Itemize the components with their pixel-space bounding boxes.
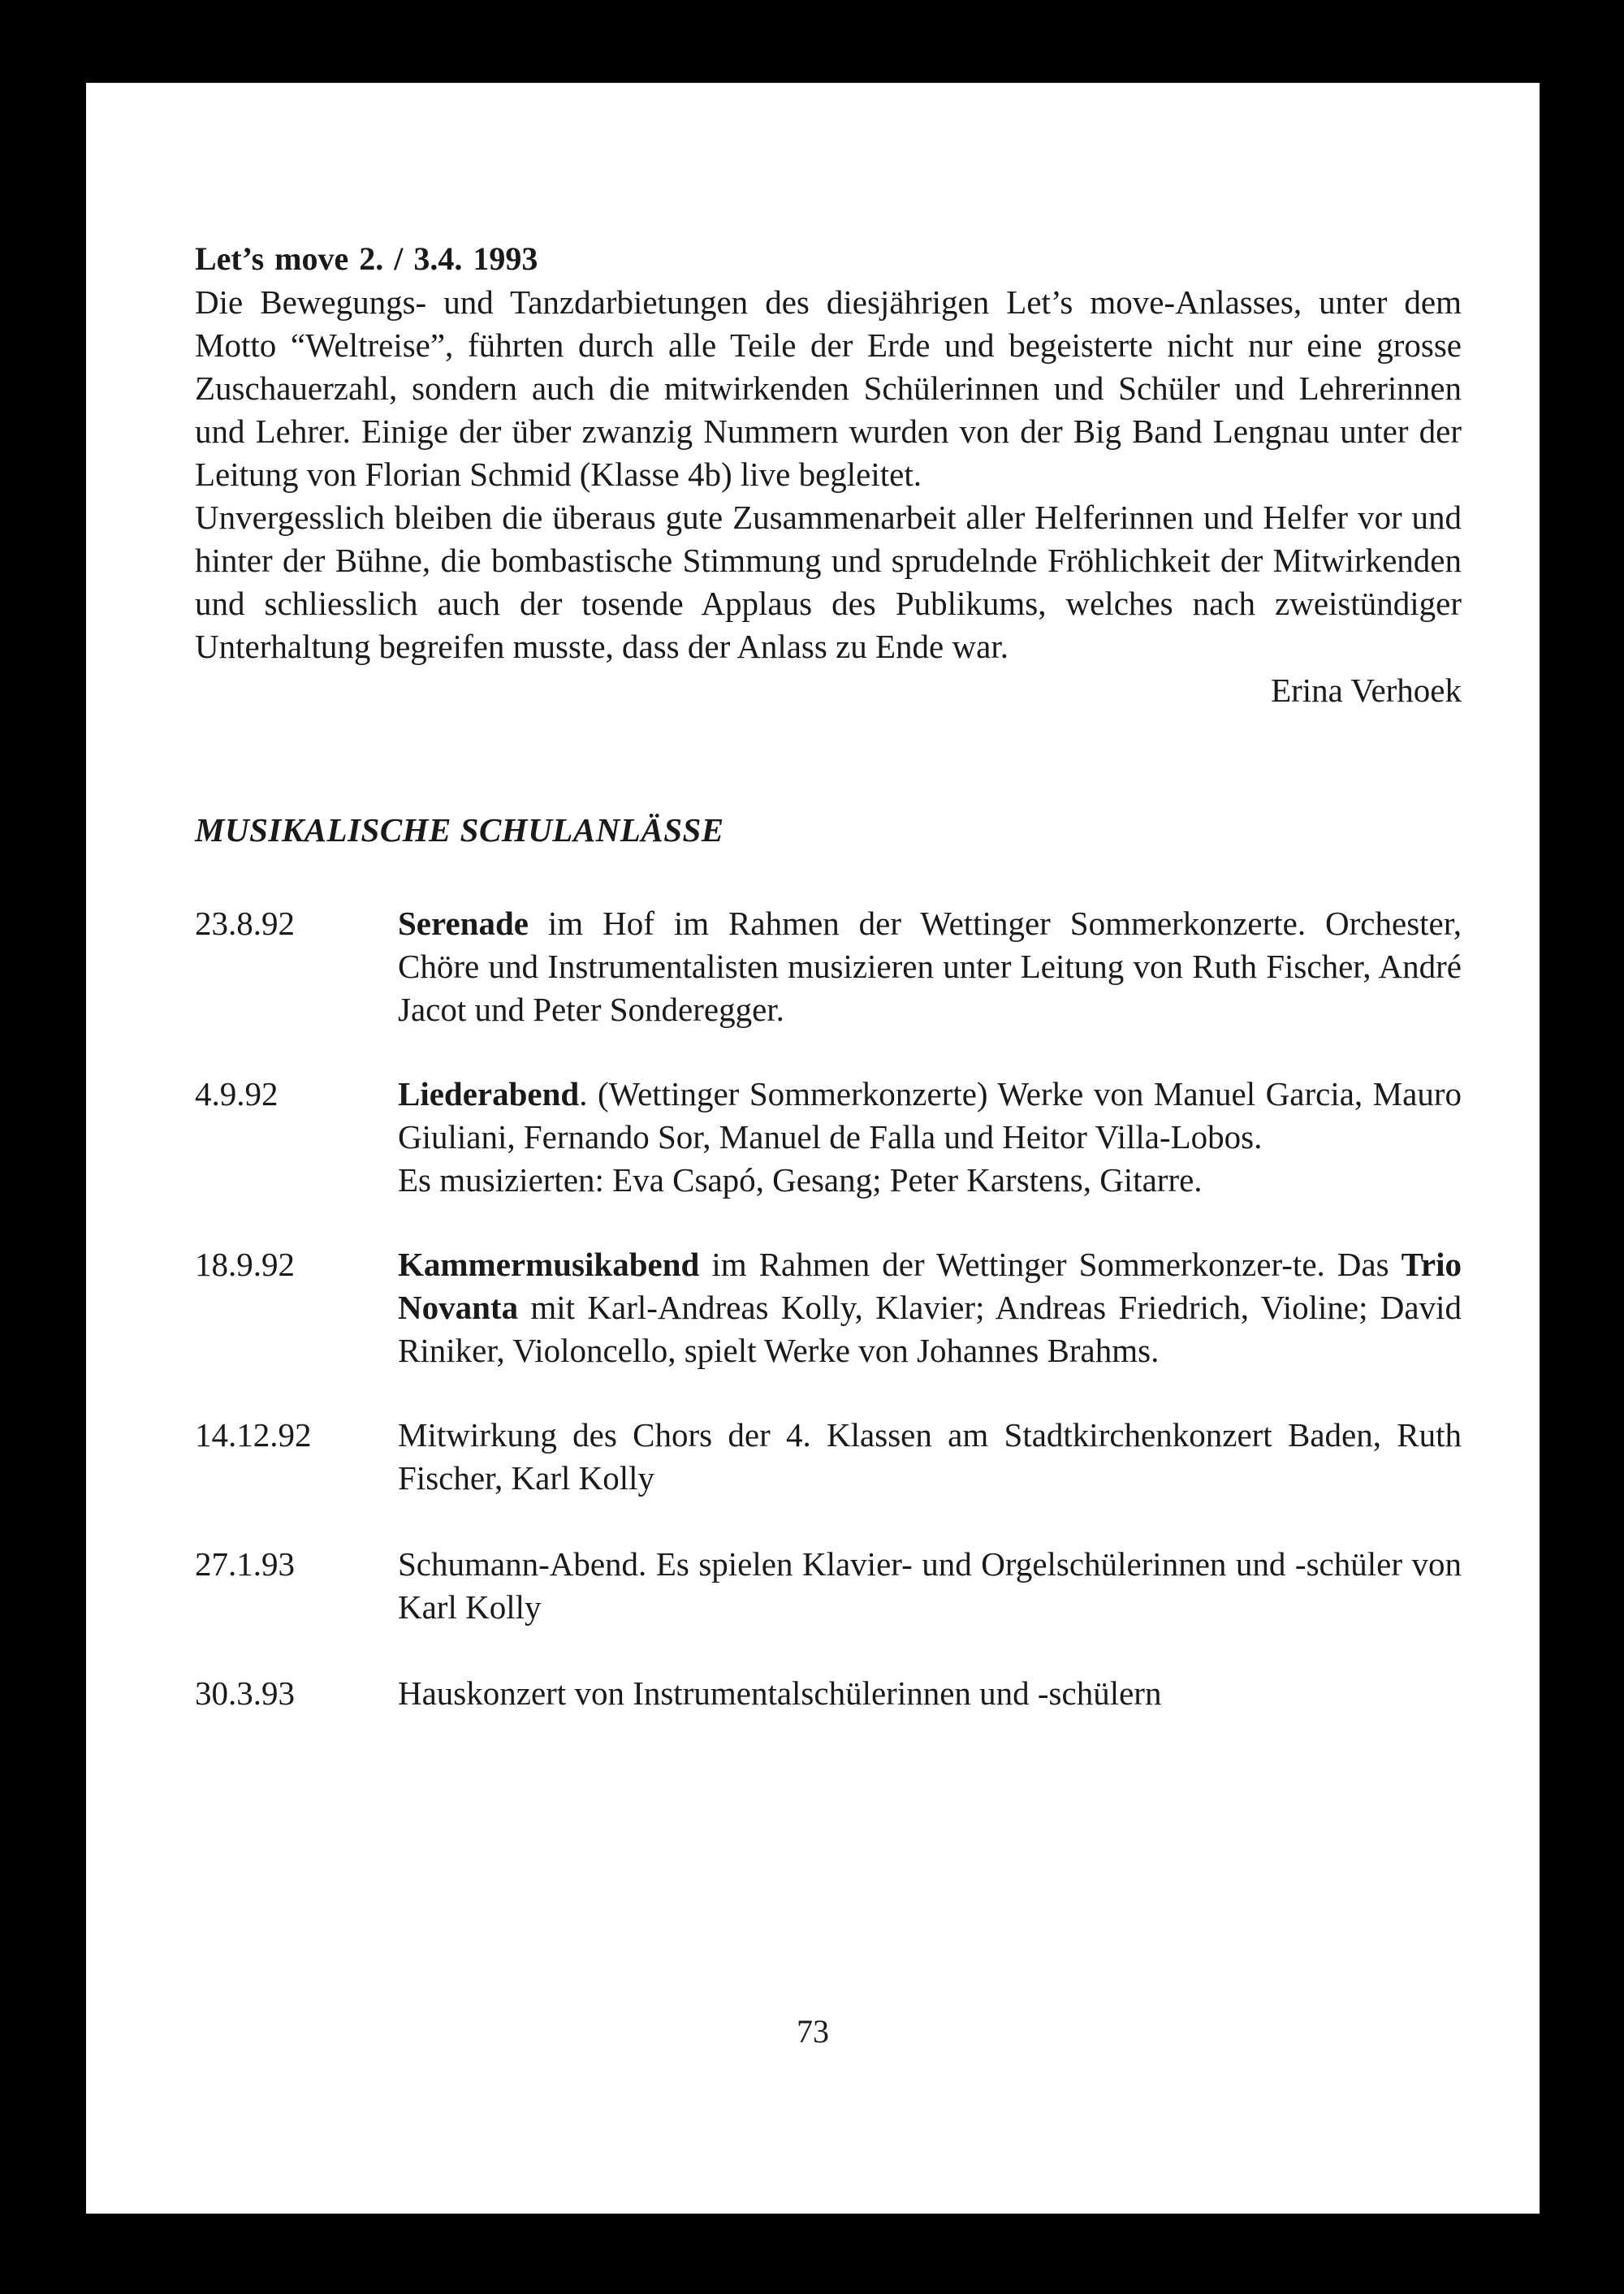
article-body <box>195 281 1462 668</box>
event-date: 23.8.92 <box>195 905 295 942</box>
event-item <box>195 1672 1462 1715</box>
article-paragraph: Die Bewegungs- und Tanzdarbietungen des diesjährigen Let’s move-Anlasses, unter dem Motto “Weltreise”, führten durch alle Teile der Erde und begeisterte nicht nur eine grosse Zuschauerzahl, sondern auch die mitwirkenden Schülerinnen und Schüler und Lehrerinnen und Lehrer. Einige der über zwanzig Nummern wurden von der Big Band Lengnau unter der Leitung von Florian Schmid (Klasse 4b) live begleitet. <box>195 283 1462 493</box>
event-text: Hauskonzert von Instrumentalschülerinnen und -schülern <box>398 1674 1162 1712</box>
event-description <box>398 1073 1462 1202</box>
event-item <box>195 1243 1462 1372</box>
event-description <box>398 902 1462 1031</box>
event-item <box>195 1414 1462 1500</box>
event-performers: Es musizierten: Eva Csapó, Gesang; Peter Karstens, Gitarre. <box>398 1161 1203 1199</box>
event-text: Mitwirkung des Chors der 4. Klassen am Stadtkirchenkonzert Baden, Ruth Fischer, Karl Kolly <box>398 1416 1462 1497</box>
event-list <box>195 902 1462 1715</box>
event-text: mit Karl-Andreas Kolly, Klavier; Andreas Friedrich, Violine; David Riniker, Violoncello, spielt Werke von Johannes Brahms. <box>398 1289 1462 1369</box>
ensemble-name: Trio Novanta <box>398 1246 1462 1326</box>
event-text: Schumann-Abend. Es spielen Klavier- und Orgelschülerinnen und -schüler von Karl Kolly <box>398 1545 1462 1626</box>
article <box>195 237 1462 712</box>
event-date: 27.1.93 <box>195 1545 295 1583</box>
article-paragraph: Unvergesslich bleiben die überaus gute Zusammenarbeit aller Helferinnen und Helfer vor und hinter der Bühne, die bombastische Stimmung und sprudelnde Fröhlichkeit der Mitwirkenden und schliesslich auch der tosende Applaus des Publikums, welches nach zweistündiger Unterhaltung begreifen musste, dass der Anlass zu Ende war. <box>195 499 1462 665</box>
event-description <box>398 1243 1462 1372</box>
event-text: . (Wettinger Sommerkonzerte) Werke von Manuel Garcia, Mauro Giuliani, Fernando Sor, Manuel de Falla und Heitor Villa-Lobos. <box>398 1075 1462 1156</box>
page-content <box>195 237 1462 1715</box>
event-text: im Hof im Rahmen der Wettinger Sommerkonzerte. Orchester, Chöre und Instrumentalisten musizieren unter Leitung von Ruth Fischer, André Jacot und Peter Sonderegger. <box>398 905 1462 1028</box>
event-date: 30.3.93 <box>195 1674 295 1712</box>
event-title: Serenade <box>398 905 529 942</box>
event-date: 18.9.92 <box>195 1246 295 1283</box>
event-date: 4.9.92 <box>195 1075 279 1112</box>
page-number: 73 <box>797 2013 829 2050</box>
article-title: Let’s move 2. / 3.4. 1993 <box>195 240 538 277</box>
event-item <box>195 902 1462 1031</box>
section-title: MUSIKALISCHE SCHULANLÄSSE <box>195 811 724 849</box>
document-page <box>86 83 1540 2214</box>
event-title: Kammermusikabend <box>398 1246 700 1283</box>
event-item <box>195 1543 1462 1629</box>
article-author: Erina Verhoek <box>1271 672 1462 709</box>
event-text: im Rahmen der Wettinger Sommerkonzer-te. Das <box>699 1246 1402 1283</box>
event-title: Liederabend <box>398 1075 580 1112</box>
event-item <box>195 1073 1462 1202</box>
event-date: 14.12.92 <box>195 1416 312 1454</box>
